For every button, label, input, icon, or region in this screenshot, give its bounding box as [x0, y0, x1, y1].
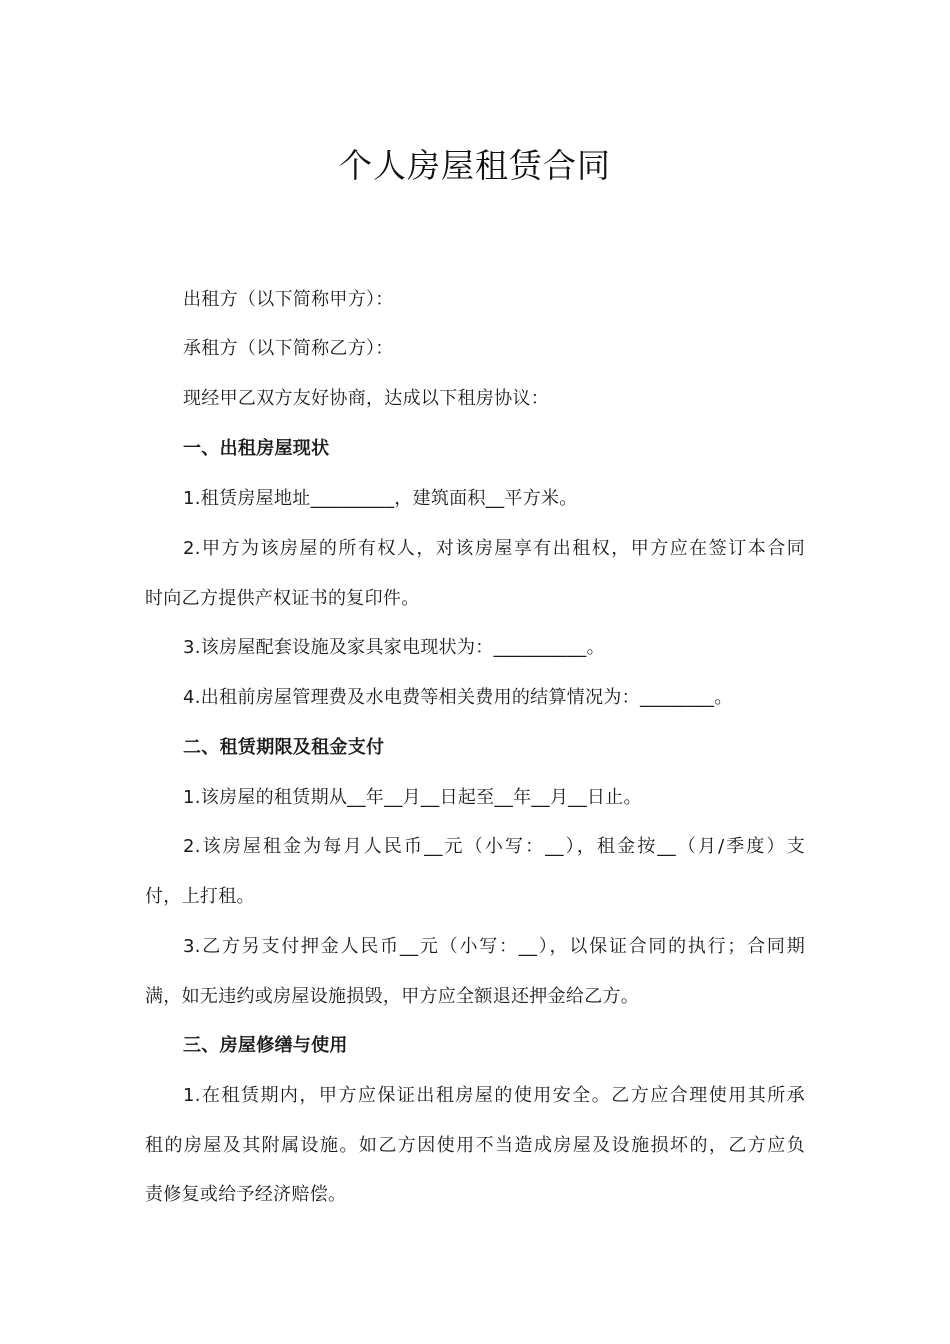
document-title: 个人房屋租赁合同: [339, 146, 611, 185]
clause-2-3-line-2: 满，如无违约或房屋设施损毁，甲方应全额退还押金给乙方。: [145, 986, 640, 1007]
clause-2-3-line-1: 3.乙方另支付押金人民币__元（小写：__），以保证合同的执行；合同期: [183, 936, 805, 957]
section-heading-1: 一、出租房屋现状: [183, 438, 330, 459]
clause-3-1-line-1: 1.在租赁期内，甲方应保证出租房屋的使用安全。乙方应合理使用其所承: [183, 1085, 805, 1106]
clause-3-1-line-3: 责修复或给予经济赔偿。: [145, 1184, 347, 1205]
clause-1-2-line-1: 2.甲方为该房屋的所有权人，对该房屋享有出租权，甲方应在签订本合同: [183, 538, 805, 559]
preamble-line: 现经甲乙双方友好协商，达成以下租房协议：: [183, 388, 549, 409]
clause-1-4: 4.出租前房屋管理费及水电费等相关费用的结算情况为：________。: [183, 687, 733, 708]
section-heading-2: 二、租赁期限及租金支付: [183, 737, 385, 758]
clause-2-2-line-1: 2.该房屋租金为每月人民币__元（小写：__），租金按__（月/季度）支: [183, 836, 805, 857]
clause-3-1-line-2: 租的房屋及其附属设施。如乙方因使用不当造成房屋及设施损坏的，乙方应负: [145, 1135, 805, 1156]
party-b-line: 承租方（以下简称乙方）：: [183, 338, 394, 359]
clause-2-1: 1.该房屋的租赁期从__年__月__日起至__年__月__日止。: [183, 787, 642, 808]
clause-1-2-line-2: 时向乙方提供产权证书的复印件。: [145, 588, 420, 609]
clause-2-2-line-2: 付，上打租。: [145, 886, 255, 907]
clause-1-3: 3.该房屋配套设施及家具家电现状为：__________。: [183, 637, 605, 658]
party-a-line: 出租方（以下简称甲方）：: [183, 289, 394, 310]
clause-1-1: 1.租赁房屋地址_________，建筑面积__平方米。: [183, 488, 578, 509]
section-heading-3: 三、房屋修缮与使用: [183, 1035, 348, 1056]
